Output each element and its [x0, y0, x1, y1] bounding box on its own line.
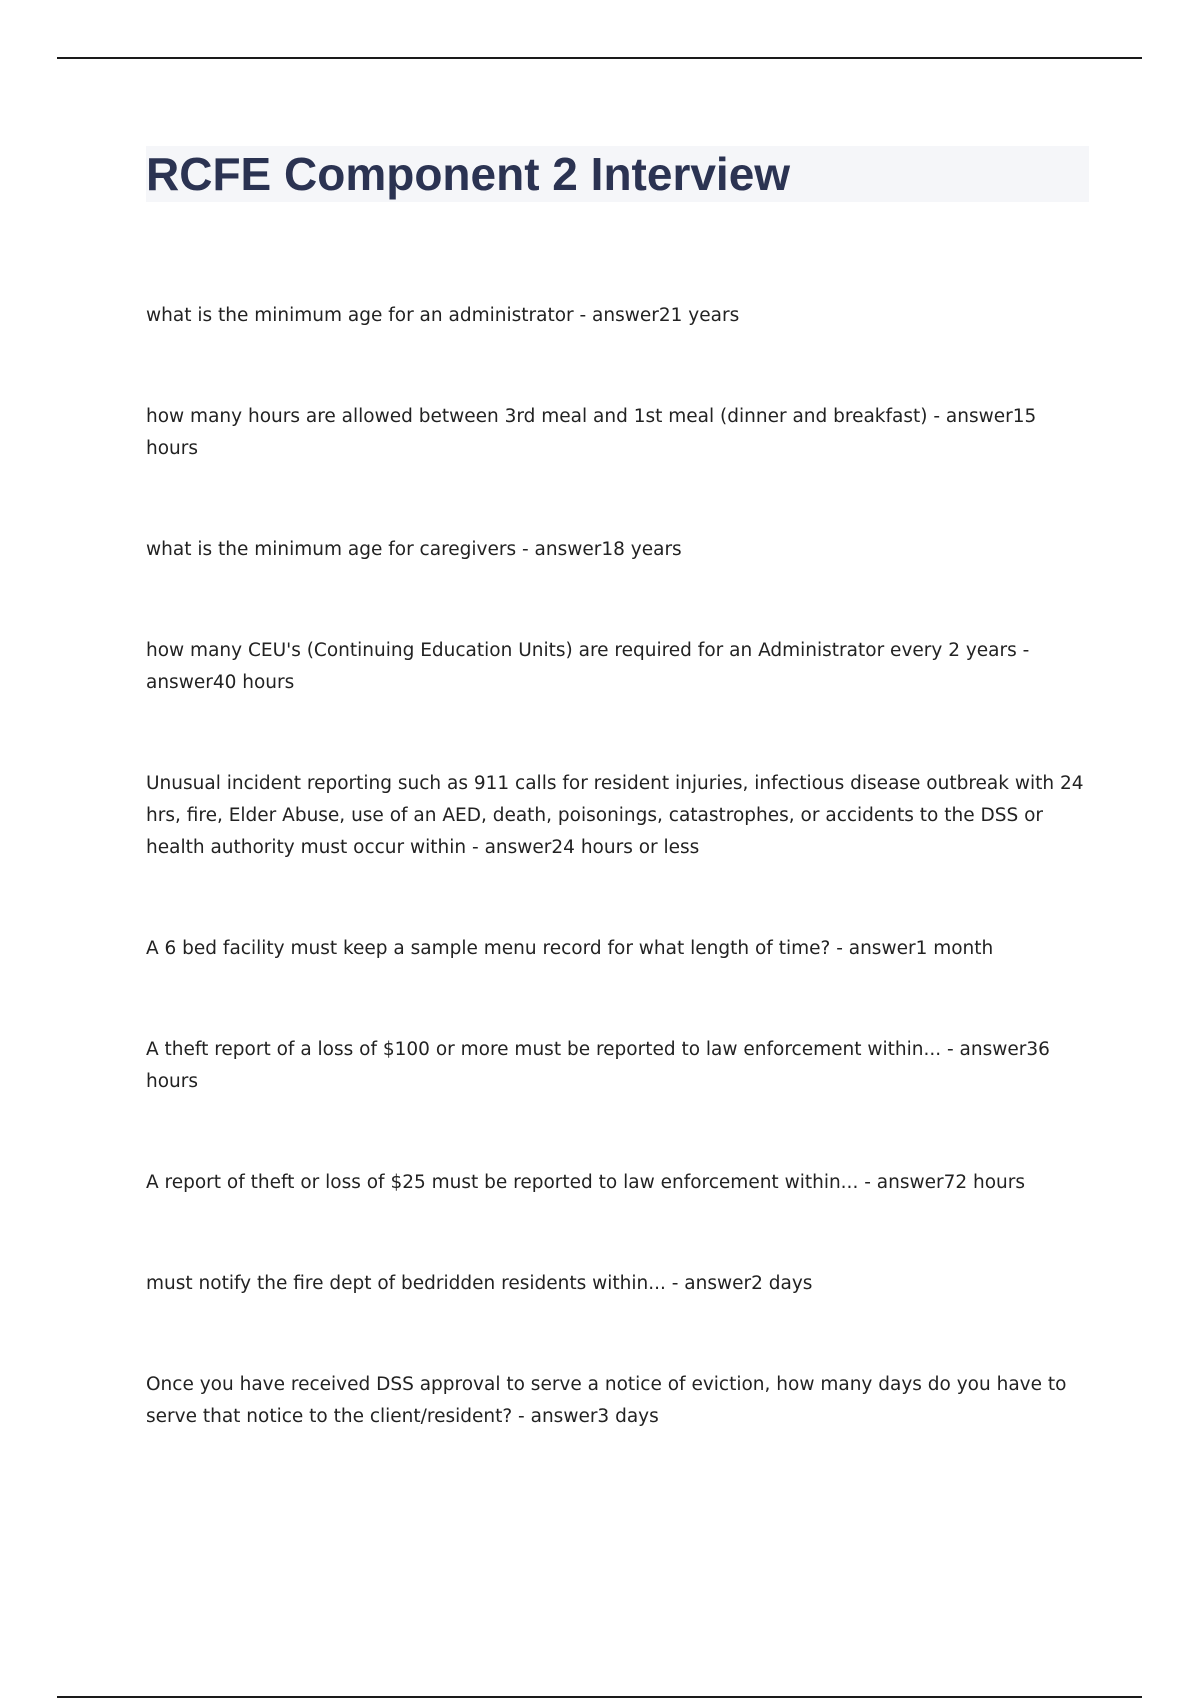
qa-item: how many hours are allowed between 3rd meal and 1st meal (dinner and breakfast) - answer15 hours [146, 406, 1037, 459]
qa-item: how many CEU's (Continuing Education Units) are required for an Administrator every 2 years - answer40 hours [146, 640, 1030, 693]
top-rule [57, 57, 1142, 59]
qa-item: Unusual incident reporting such as 911 calls for resident injuries, infectious disease outbreak with 24 hrs, fire, Elder Abuse, use of an AED, death, poisonings, catastrophes, or accidents to the DSS or health authority must occur within - answer24 hours or less [146, 773, 1084, 858]
qa-item: must notify the fire dept of bedridden residents within... - answer2 days [146, 1273, 813, 1294]
document-title: RCFE Component 2 Interview [146, 148, 791, 200]
qa-item: A 6 bed facility must keep a sample menu record for what length of time? - answer1 month [146, 938, 994, 959]
qa-list [146, 300, 1086, 1433]
qa-item: what is the minimum age for caregivers - answer18 years [146, 539, 682, 560]
qa-item: what is the minimum age for an administrator - answer21 years [146, 305, 740, 326]
qa-item: A theft report of a loss of $100 or more must be reported to law enforcement within... - answer36 hours [146, 1039, 1050, 1092]
qa-item: A report of theft or loss of $25 must be reported to law enforcement within... - answer72 hours [146, 1172, 1026, 1193]
qa-item: Once you have received DSS approval to serve a notice of eviction, how many days do you have to serve that notice to the client/resident? - answer3 days [146, 1374, 1067, 1427]
bottom-rule [57, 1696, 1142, 1698]
